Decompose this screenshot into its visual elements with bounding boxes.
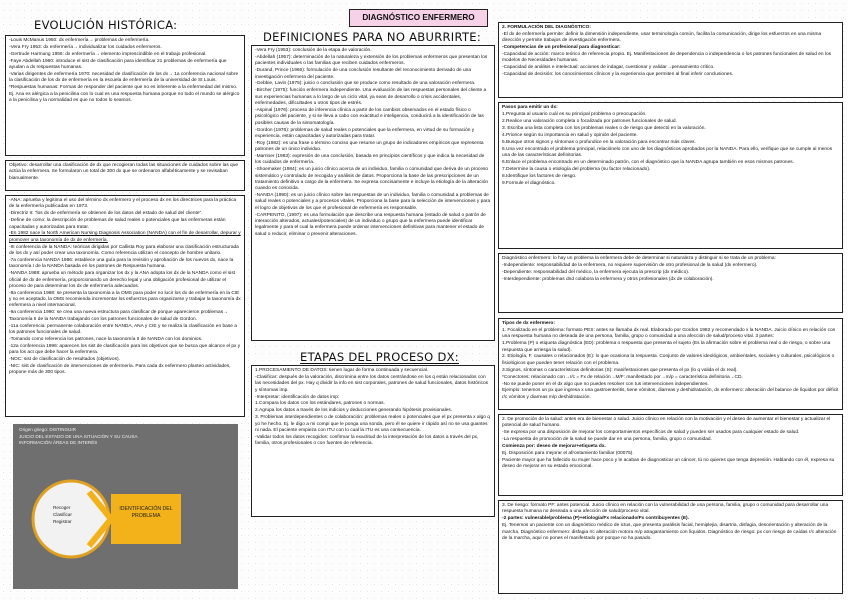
anda-p11: -12a conferencia 1996: aparecen los sist de clasificación para los objetivos que se busca que alcance el px y para los act que debe hacer la enfermera. <box>9 343 241 356</box>
anda-p12: -NOC: sist de clasificación de resultados (objetivos). <box>9 357 120 362</box>
formulacion-box <box>498 22 843 98</box>
tipos-p4: 3.Signos, síntomas o características definitorias (S): manifestaciones que presenta el px (lo q valida el dx real). <box>502 367 738 373</box>
definiciones-title: DEFINICIONES PARA NO ABURRIRTE: <box>263 30 482 44</box>
form-p1: -El dx de enfermería permite: definir la dimensión independiente, usar terminología común, facilita la comunicación, dirige los esfuerzos en una misma dirección y permite trabajos de investigación enfermera. <box>502 31 822 44</box>
prom-p3: Comienza por: deseo de mejorar+etiqueta dx. <box>502 444 606 450</box>
anda-p0: -ANA: aprueba y legitima el uso del término dx enfermero y el proceso dx en los directrices para la práctica de la enfermería publicadas en 1973. <box>9 198 237 210</box>
evolucion-p3: -Faye Abdellah 1960: introduce el sist de clasificación para identificar 21 problemas de enfermería que ayudan a dx respuestas humanas. <box>9 58 227 71</box>
evolucion-p4: -Varias dirigentes de enfermería 1970: necesidad de clasificación de los dx→ 1a conferencia nacional sobre la clasificación de los dx de enfermería en la escuela de enfermería de la universidad de St Louis. <box>9 72 239 84</box>
form-p3: -Capacidad de acción: marco teórico de referencia propio. Ej. Manifestaciones de dependencia o independencia o los patrones funcionales de salud en los modelos de Necesidades humanas. <box>502 52 832 64</box>
def-p6: -Gordon (1976): problemas de salud reales o potenciales que la enfermera, en virtud de su formación y experiencia, están capacitadas y autorizadas para tratar. <box>255 127 475 139</box>
anda-p5: -7a conferencia NANDA 1986: establece una guía para la revisión y aprobación de los nuevos dx, nace la taxonomía I de la NANDA basada en los patrones de Respuesta humana. <box>9 257 234 270</box>
anda-p8: -9a conferencia 1990: se crea una nueva estructura para clasificar de porque aparecieron problemas→ Taxonomía II de la NANDA trabajando con los patrones funcionales de salud de Gordon. <box>9 310 228 322</box>
slide-result-shape <box>111 494 181 544</box>
pasos-p5: 5.Busque otros signos y síntomas o profundice en la valoración para encontrar más claves. <box>502 139 696 145</box>
slide-step-2: Registrar <box>53 519 72 524</box>
def-p11: -CARPENITO, (1997): es una formulación que describe una respuesta humana (estado de salud o patrón de interacción alterados, actuales/potenciales) de un individuo o grupo que la enfermera puede identificar legalmente y para el cual la enfermera puede ordenar intervenciones definitivas para mantener el estado de salud o reducir, eliminar o prevenir alteraciones. <box>255 212 486 237</box>
tipos-p3: 2. Etiología, F. causales o relacionados (E): lo que ocasiona la respuesta. Conjunto de valores ideológicos, ambientales, sociales y culturales, psicológicos o fisiológicos que pueden tener relación con el problema. <box>502 354 835 366</box>
anda-box <box>5 195 245 417</box>
anda-p4: -III conferencia de la NANDA: teóricas dirigidas por Callista Roy para elaborar una clasificación estructurada de los dx y así poder crear una taxonomía. Como referencia utilizan el concepto de hombre unitario. <box>9 244 239 256</box>
slide-step-1: Clasificar <box>53 512 72 517</box>
evolucion-p1: -Vera Fry 1953: dx enfermería→ individualizar los cuidados enfermeros. <box>9 44 162 50</box>
etapas-p3: 1.Compara los datos con los estándares, patrones o normas. <box>255 401 385 407</box>
tipos-p2: 1.Problema (P) o etiqueta diagnóstica (ED): problema o respuesta que presenta el sujeto (Es la afirmación sobre el problema real o de riesgo, o sobre una respuesta que arriesga la salud). <box>502 341 831 353</box>
pasos-p10: 9.Formule el diagnóstico. <box>502 180 556 186</box>
anda-p10: -Tomando como referencia los patrones, nace la taxonomía II de NANDA con los dominios. <box>9 336 203 342</box>
anda-p9: -11a conferencia: permanente colaboración entre NANDA, ANA y CIE y se realiza la clasificación en base a los patrones funcionales de salud. <box>9 323 237 335</box>
evolucion-p0: -Louis McManus 1950: dx enfermería→ problemas de enfermería. <box>9 38 150 43</box>
pasos-p4: 4.Priorice según su importancia en salud y opinión del paciente. <box>502 132 638 138</box>
evolucion-box <box>5 35 245 156</box>
etapas-p5: 3. Problemas interdependientes o de colaboración: problemas reales o potenciales que el px presenta x algo q yo he hecho. Ej. le digo a mi compi que le ponga una sonda, pero él se quiere ir rápido así no se usa guantes ni nada. El paciente empieza con ITU con lo cual la ITU es una consecuencia. <box>255 415 490 433</box>
diag-p3: -Interdependiente: problemas dnd colabora la enfermera y otros profesionales (dx de colaboración). <box>502 276 714 282</box>
definiciones-box <box>251 45 495 341</box>
def-p7: -Roy (1982): es una frase o término conciso que resume un grupo de indicadores empíricos que representa patrones de un único individuo. <box>255 140 484 153</box>
pasos-p3: 3. Escriba una lista completa con los problemas reales o de riesgo que detectó en la valoración. <box>502 125 706 131</box>
slide-steps <box>53 504 72 525</box>
etapas-p0: 1.PROCESAMIENTO DE DATOS: tienen lugar de forma continuada y secuencial. <box>255 368 429 373</box>
pasos-p0: Pasos para emitir un dx: <box>502 105 558 110</box>
riesgo-p1: -2 partes: vulnerable/problema (P)+etiología/Fx relacionado/Fx contribuyentes (E). <box>502 516 689 522</box>
slide-line-2: INFORMACIÓN ÁREAS DE INTERÉS <box>19 440 98 446</box>
slide-result: IDENTIFICACIÓN DEL PROBLEMA <box>119 506 173 519</box>
tipos-box <box>498 318 843 410</box>
main-title: DIAGNÓSTICO ENFERMERO <box>349 9 488 27</box>
riesgo-box <box>498 500 843 594</box>
pasos-p7: 6.Enlace el problema encontrado en un determinado patrón, con el diagnóstico que la NANDA agrupa también en esos mismos patrones. <box>502 159 794 165</box>
slide-step-0: Recoger <box>53 505 71 510</box>
anda-p3: -En 1982 nace la North American Nursing Diagnosis Association (NANDA) con el fin de desarrollar, depurar y promover una taxonomía de dx de enfermería. <box>9 231 241 243</box>
pasos-box <box>498 102 843 249</box>
def-p0: -Vera Fry (1953): conclusión de la etapa de valoración. <box>255 48 372 53</box>
riesgo-p0: 3. De riesgo: formato PF: antes potencial. Juicio clínico en relación con la vulnerabilidad de una persona, familia, grupo o comunidad para desarrollar una respuesta humana no deseada a una afección de salud/proceso vital. <box>502 503 829 515</box>
promocion-box <box>498 414 843 496</box>
def-p4: -Bircher (1975): función enfermera independiente. Una evaluación de las respuestas personales del cliente a sus experiencias humanas a lo largo de un ciclo vital, ya sean de desarrollo o crisis accidentales, enfermedades, dificultades u otros tipos de estrés. <box>255 88 487 106</box>
pasos-p9: 8.Identifique los factores de riesgo. <box>502 173 577 179</box>
anda-p7: -8a conferencia 1988: se presenta la taxonomía a la OMS para poder no lucir los dx de enfermería en la CIE y no es aceptado, la OMS recomienda incrementar los esfuerzos para organizarse y trabajar la taxonomía dx enfermera a nivel internacional. <box>9 290 241 309</box>
prom-p0: 2. De promoción de la salud: antes era de bienestar o salud. Juicio clínico en relación con la motivación y el deseo de aumentar el bienestar y actualizar el potencial de salud humano. <box>502 417 831 429</box>
etapas-p4: 2.Agrupa los datos a través de los indicios y deducciones generando hipótesis provisionales. <box>255 408 453 414</box>
etapas-p2: -Interpretar: identificación de datos imp: <box>255 394 340 400</box>
anda-p6: -NANDA 1988: aprueba un método para organizar los dx y la ANA adopta los dx de la NANDA como el sist oficial de dx de enfermería, proporcionando un derecho legal y una obligación profesional de utilizar el proceso de para determinar los dx de enfermería adecuados. <box>9 271 236 289</box>
def-p3: -Gebbie, Lavin (1975): juicio o conclusión que se produce como resultado de una valoración enfermera. <box>255 81 476 87</box>
diag-p2: -Dependiente: responsabilidad del médico, la enfermera ejecuta la prescrip (dx médico). <box>502 269 690 275</box>
pasos-p8: 7.Determine la causa o etiología del problema (su factor relacionado). <box>502 166 651 172</box>
def-p9: -Shoemaker (1984): es un juicio clínico acerca de un individuo, familia o comunidad que deriva de un proceso sistemático y controlado de recogida y análisis de datos. Proporciona la base de las prescripciones de un tratamiento definitivo a cargo de la enfermera. Se expresa concisamente e incluye la etiología de la alteración cuando es conocida. <box>255 167 489 192</box>
diag-p0: Diagnóstico enfermero: lo hay un problema la enfermera debe de determinar si naturaleza y distinguir si se trata de un problema: <box>502 256 776 261</box>
anda-p13: -NIC: sist de clasificación de intervenciones de enfermería. Para cada dx enfermero planteo actividades, propone más de 300 tipos. <box>9 363 231 376</box>
form-p2: -Competencias de un profesional para diagnosticar: <box>502 45 621 51</box>
etapas-p6: -Validar todos los datos recogidos: confirmar la exactitud de la interpretación de los datos a través del px, familia, otros profesionales o con fuentes de referencia. <box>255 434 479 447</box>
def-p5: -Aspinal (1976): proceso de inferencia clínica a partir de los cambios observados en el estado físico o psicológico del paciente, y si se lleva a cabo con exactitud e inteligencia, conducirá a la identificación de las posibles causas de la sintomatología. <box>255 107 484 126</box>
form-p5: -Capacidad de decisión: los conocimientos clínicos y la experiencia que permiten al final inferir conclusiones. <box>502 72 734 78</box>
anda-p1: -Directriz II: "los dx de enfermería se obtienen de los datos del estado de salud del cliente". <box>9 211 203 217</box>
tipos-p7: Ejemplo: tenemos un px que ingresa x una gastroenteritis, tiene vómitos, diarreas y deshidratación, dx enfermero: alteración del balance de líquidos por déficit r/c vómitos y diarreas m/p deshidratación. <box>502 388 839 400</box>
pasos-p1: 1.Pregunta al usuario cuál es su principal problema o preocupación. <box>502 111 647 117</box>
tipos-p6: -No se puede poner en el dx algo que no puedes resolver con tus intervenciones independientes. <box>502 381 709 387</box>
riesgo-p2: Ej. Tenemos un paciente con un diagnóstico médico de ictus, que presenta parálisis facial, hemiplejia, disartria, disfagia, desorientación y alteración de la marcha. Diagnóstico enfermero: disfagia r/c alteración motora m/p atragantamiento con líquidos. Diagnóstico de riesgo: px con riesgo de caídas r/c alteración de la marcha, aquí no pones el manifestado por porque no ha pasado. <box>502 523 837 541</box>
tipos-p5: *Conectores: relacionado con→r/c = Fx de relación→M/F: manifestado por→m/p = característica definitoria→CD. <box>502 374 743 380</box>
prom-p4: Ej. Disposición para mejorar el afrontamiento familiar (00075). <box>502 451 634 457</box>
prom-p2: -La respuesta de promoción de la salud se puede dar en una persona, familia, grupo o comunidad. <box>502 437 712 443</box>
tipos-p1: 1. Focalizado en el problema: formato PES: antes se llamaba dx real. Elaborado por Gordon 1982 y recomendado x la NANDA. Juicio clínico en relación con una respuesta humana no deseada de una persona, familia, grupo o comunidad a una afección de salud/proceso vital. 3 partes: <box>502 327 836 340</box>
def-p8: -Marriner (1983): expresión de una conclusión, basada en principios científicos y que indica la necesidad de los cuidados de enfermería. <box>255 154 485 166</box>
diag-enf-box <box>498 253 843 313</box>
form-p4: -Capacidad de análisis e intelectual: acciones de indagar, cuestionar y validar→pensamiento crítico. <box>502 65 715 71</box>
prom-p1: -Se expresa por una disposición de mejorar los comportamientos específicos de salud y pueden ser usados para cualquier estado de salud. <box>502 430 800 436</box>
objetivo-text: Objetivo: desarrollar una clasificación de dx que recogieran todas las situaciones de cuidados sobre las que actúa la enfermera. Se formularon un total de 300 dx que se ordenaron alfabéticamente y se revisaban bianualmente. <box>9 163 239 181</box>
form-p0: 2. FORMULACIÓN DEL DIAGNÓSTICO: <box>502 25 591 30</box>
evolucion-p2: -Gertrude Harmung 1956: dx enfermería→ elemento imprescindible en el trabajo profesional. <box>9 51 207 57</box>
def-p1: -Abdellah (1957): determinación de la naturaleza y extensión de los problemas enfermeros que presentan los pacientes individuales o las familias que reciben cuidados enfermeros. <box>255 54 488 67</box>
etapas-title: ETAPAS DEL PROCESO DX: <box>300 350 459 364</box>
objetivo-box <box>5 160 245 191</box>
prom-p5: Paciente mayor que ha fallecido su mujer hace poco y le acaban de diagnosticar un cáncer, tú no quieres que tenga depresión. Hablando con él, expresa su deseo de mejorar en su estado emocional. <box>502 457 835 470</box>
etapas-p1: -Clasificar: después de la valoración, discrimina entre los datos centrándose en los q están relacionados con las necesidades del px. Hay q dividir la info en sist corporales, patrones de salud funcionales, datos históricos y síntomas imp. <box>255 374 489 393</box>
pasos-p2: 2.Realice una valoración completa o focalizada por patrones funcionales de salud. <box>502 118 677 124</box>
pasos-p6: 6.Una vez encontrado el problema principal, relaciónelo con uno de los diagnósticos aprobados por la NANDA. Para ello, verifique que se cumple al menos una de las características definitorias. <box>502 146 833 158</box>
slide-line-1: JUICIO DEL ESTADO DE UNA SITUACIÓN Y SU CAUSA <box>19 433 138 439</box>
evolucion-title: EVOLUCIÓN HISTÓRICA: <box>34 18 178 32</box>
def-p10: -NANDA (1990): es un juicio clínico sobre las respuestas de un individuo, familia o comunidad a problemas de salud reales o potenciales y a procesos vitales. Proporciona la base para la selección de intervenciones y para el logro de objetivos de los que el profesional de enfermería es responsable. <box>255 193 491 211</box>
slide-line-0: Origen griego: DISTINGUIR <box>19 427 76 432</box>
tipos-p0: Tipos de dx enfermero: <box>502 321 555 326</box>
diagnostico-slide <box>13 424 238 589</box>
def-p2: -Durand, Prince (1966): formulación de una conclusión resultante del reconocimiento derivado de una investigación enfermera del paciente. <box>255 68 471 80</box>
evolucion-p5: *Respuestas humanas: Formas de responder del paciente que no es inherente a la enfermedad del mismo. Ej. Ana es alérgica a la penicilina con lo cual es una respuesta humana porque no todo el mundo se alérgico a la penicilina y la normalidad es que no todos lo seamos. <box>9 85 240 103</box>
etapas-box <box>251 365 495 517</box>
diag-p1: -Independiente: responsabilidad de la enfermera, no requiere supervisión de otro profesional de la salud (dx enfermero). <box>502 262 758 268</box>
anda-p2: -Define de como: la descripción de problemas de salud reales o potenciales que las enfermeras están capacitadas y autorizadas para tratar. <box>9 218 226 230</box>
